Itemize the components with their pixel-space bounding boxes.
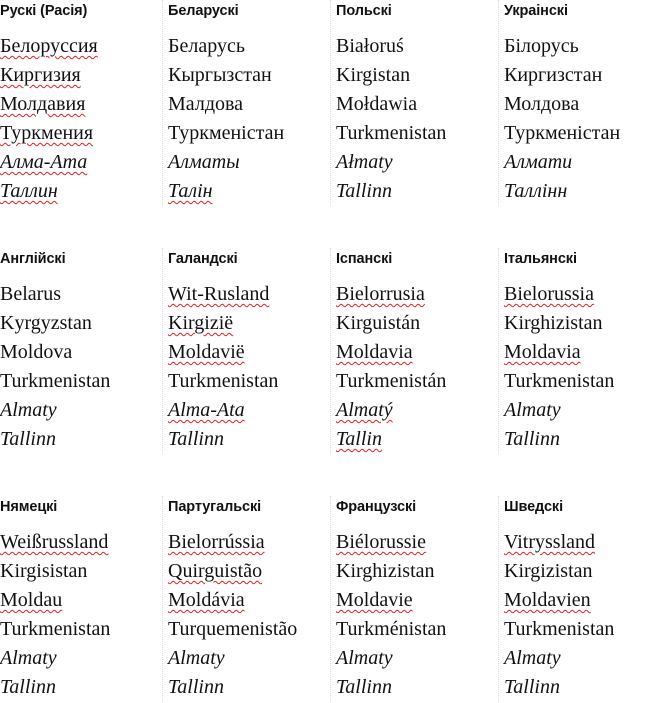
- place-name-text: Ałmaty: [336, 151, 393, 173]
- country-name: [336, 615, 498, 644]
- place-name-text: Turkmenistan: [504, 618, 615, 640]
- country-name: [504, 338, 650, 367]
- country-name: [168, 338, 330, 367]
- place-name-text: Turkmenistan: [0, 618, 111, 640]
- place-name-text: Moldavia: [336, 341, 413, 363]
- city-name: [504, 396, 650, 425]
- place-name-list: [336, 280, 498, 454]
- city-name: [0, 673, 162, 702]
- city-name: [168, 644, 330, 673]
- language-heading: Партугальскі: [168, 499, 262, 515]
- city-name: [504, 644, 650, 673]
- place-name-text: Almatý: [336, 399, 393, 421]
- place-name-text: Alma-Ata: [168, 399, 245, 421]
- place-name-list: [336, 528, 498, 702]
- place-name-text: Almaty: [168, 647, 225, 669]
- place-name-text: Quirguistão: [168, 560, 263, 582]
- place-name-text: Bielorrússia: [168, 531, 265, 553]
- place-name-text: Алмати: [504, 151, 573, 173]
- place-name-text: Алматы: [168, 151, 240, 173]
- place-name-text: Kirgisistan: [0, 560, 88, 582]
- place-name-text: Moldávia: [168, 589, 245, 611]
- place-name-list: [168, 32, 330, 206]
- city-name: [0, 425, 162, 454]
- country-name: [0, 280, 162, 309]
- place-name-text: Moldavia: [504, 341, 581, 363]
- language-column: [336, 0, 499, 206]
- country-name: [168, 309, 330, 338]
- country-name: [336, 280, 498, 309]
- language-column: [336, 496, 499, 702]
- place-name-text: Bielorussia: [504, 283, 594, 305]
- place-name-text: Tallin: [336, 428, 382, 450]
- city-name: [168, 396, 330, 425]
- country-name: [504, 119, 650, 148]
- language-column: [504, 248, 650, 454]
- country-name: [168, 586, 330, 615]
- place-name-text: Bielorrusia: [336, 283, 425, 305]
- city-name: [0, 396, 162, 425]
- language-heading: Польскі: [336, 3, 392, 19]
- place-name-text: Tallinn: [504, 676, 560, 698]
- place-name-text: Almaty: [504, 647, 561, 669]
- place-name-text: Туркмения: [0, 122, 94, 144]
- country-name: [504, 557, 650, 586]
- country-name: [504, 586, 650, 615]
- city-name: [168, 425, 330, 454]
- country-name: [168, 280, 330, 309]
- city-name: [336, 644, 498, 673]
- language-heading: Французскі: [336, 499, 417, 515]
- place-name-text: Tallinn: [0, 676, 56, 698]
- place-name-text: Малдова: [168, 93, 244, 115]
- country-name: [168, 615, 330, 644]
- country-name: [336, 528, 498, 557]
- place-name-text: Turkmenistan: [504, 370, 615, 392]
- country-name: [0, 32, 162, 61]
- language-heading: Нямецкі: [0, 499, 58, 515]
- place-name-text: Таллин: [0, 180, 58, 202]
- country-name: [0, 309, 162, 338]
- country-name: [336, 309, 498, 338]
- country-name: [504, 528, 650, 557]
- city-name: [168, 148, 330, 177]
- place-name-text: Belarus: [0, 283, 62, 305]
- country-name: [168, 61, 330, 90]
- place-name-text: Tallinn: [168, 428, 224, 450]
- place-name-text: Молдова: [504, 93, 580, 115]
- place-name-text: Moldavien: [504, 589, 591, 611]
- language-heading: Англійскі: [0, 251, 66, 267]
- place-name-text: Беларусь: [168, 35, 245, 57]
- place-name-list: [504, 32, 650, 206]
- place-name-text: Таллінн: [504, 180, 568, 202]
- language-column: [0, 496, 163, 702]
- country-name: [168, 119, 330, 148]
- city-name: [504, 148, 650, 177]
- country-name: [336, 586, 498, 615]
- city-name: [336, 673, 498, 702]
- place-name-text: Tallinn: [168, 676, 224, 698]
- place-name-text: Kirguistán: [336, 312, 421, 334]
- country-name: [0, 90, 162, 119]
- country-name: [168, 557, 330, 586]
- country-name: [0, 367, 162, 396]
- place-name-text: Молдавия: [0, 93, 86, 115]
- country-name: [0, 528, 162, 557]
- place-name-text: Kyrgyzstan: [0, 312, 92, 334]
- place-name-text: Kirghizistan: [504, 312, 603, 334]
- place-name-text: Almaty: [0, 399, 57, 421]
- city-name: [336, 177, 498, 206]
- language-column: [336, 248, 499, 454]
- country-name: [168, 367, 330, 396]
- language-column: [168, 496, 331, 702]
- place-name-text: Turquemenistão: [168, 618, 298, 640]
- country-name: [0, 61, 162, 90]
- country-name: [336, 338, 498, 367]
- place-name-text: Кыргызстан: [168, 64, 272, 86]
- language-column: [0, 248, 163, 454]
- place-name-text: Tallinn: [336, 676, 392, 698]
- place-name-text: Turkmenistan: [336, 122, 447, 144]
- country-name: [0, 557, 162, 586]
- country-name: [504, 367, 650, 396]
- country-name: [504, 280, 650, 309]
- place-name-text: Kirgistan: [336, 64, 411, 86]
- country-name: [168, 90, 330, 119]
- place-name-list: [0, 528, 162, 702]
- city-name: [504, 425, 650, 454]
- place-name-text: Туркменістан: [168, 122, 285, 144]
- place-name-text: Vitryssland: [504, 531, 596, 553]
- city-name: [336, 148, 498, 177]
- place-name-text: Kirgizistan: [504, 560, 593, 582]
- place-name-text: Almaty: [336, 647, 393, 669]
- country-name: [336, 367, 498, 396]
- country-name: [504, 90, 650, 119]
- language-heading: Галандскі: [168, 251, 238, 267]
- place-name-text: Weißrussland: [0, 531, 109, 553]
- country-name: [336, 61, 498, 90]
- city-name: [504, 673, 650, 702]
- country-name: [0, 586, 162, 615]
- language-heading: Іспанскі: [336, 251, 393, 267]
- language-column: [504, 496, 650, 702]
- country-name: [168, 32, 330, 61]
- place-name-text: Киргизстан: [504, 64, 603, 86]
- place-name-list: [504, 280, 650, 454]
- place-name-text: Moldavië: [168, 341, 245, 363]
- country-name: [0, 119, 162, 148]
- language-column: [168, 0, 331, 206]
- country-name: [504, 615, 650, 644]
- language-heading: Шведскі: [504, 499, 564, 515]
- country-name: [504, 61, 650, 90]
- place-name-text: Turkmenistan: [168, 370, 279, 392]
- place-name-text: Almaty: [504, 399, 561, 421]
- place-name-text: Moldavie: [336, 589, 413, 611]
- place-name-text: Kirghizistan: [336, 560, 435, 582]
- place-name-text: Turkmenistán: [336, 370, 447, 392]
- place-name-text: Mołdawia: [336, 93, 418, 115]
- city-name: [336, 425, 498, 454]
- place-name-text: Kirgizië: [168, 312, 234, 334]
- place-name-text: Алма-Ата: [0, 151, 88, 173]
- language-heading: Рускі (Расія): [0, 3, 88, 19]
- place-name-text: Turkménistan: [336, 618, 447, 640]
- country-name: [336, 90, 498, 119]
- place-name-text: Moldau: [0, 589, 63, 611]
- city-name: [168, 673, 330, 702]
- city-name: [0, 177, 162, 206]
- place-name-list: [168, 280, 330, 454]
- language-column: [0, 0, 163, 206]
- city-name: [504, 177, 650, 206]
- country-name: [504, 309, 650, 338]
- place-name-list: [0, 280, 162, 454]
- language-heading: Украінскі: [504, 3, 568, 19]
- country-name: [168, 528, 330, 557]
- country-name: [336, 557, 498, 586]
- language-heading: Італьянскі: [504, 251, 577, 267]
- place-name-text: Туркменістан: [504, 122, 621, 144]
- language-heading: Беларускі: [168, 3, 239, 19]
- city-name: [336, 396, 498, 425]
- place-name-list: [0, 32, 162, 206]
- place-name-text: Tallinn: [336, 180, 392, 202]
- place-name-text: Turkmenistan: [0, 370, 111, 392]
- city-name: [0, 644, 162, 673]
- place-name-text: Tallinn: [0, 428, 56, 450]
- place-name-text: Biélorussie: [336, 531, 426, 553]
- place-name-text: Moldova: [0, 341, 73, 363]
- place-name-text: Tallinn: [504, 428, 560, 450]
- place-name-text: Almaty: [0, 647, 57, 669]
- place-name-text: Киргизия: [0, 64, 81, 86]
- place-name-list: [168, 528, 330, 702]
- place-name-list: [504, 528, 650, 702]
- place-name-text: Białoruś: [336, 35, 404, 57]
- place-name-list: [336, 32, 498, 206]
- country-name: [504, 32, 650, 61]
- place-name-text: Белоруссия: [0, 35, 98, 57]
- language-column: [168, 248, 331, 454]
- place-name-text: Білорусь: [504, 35, 579, 57]
- country-name: [0, 338, 162, 367]
- place-name-text: Wit-Rusland: [168, 283, 270, 305]
- country-name: [336, 32, 498, 61]
- place-name-text: Талін: [168, 180, 213, 202]
- country-name: [336, 119, 498, 148]
- country-name: [0, 615, 162, 644]
- language-column: [504, 0, 650, 206]
- city-name: [168, 177, 330, 206]
- city-name: [0, 148, 162, 177]
